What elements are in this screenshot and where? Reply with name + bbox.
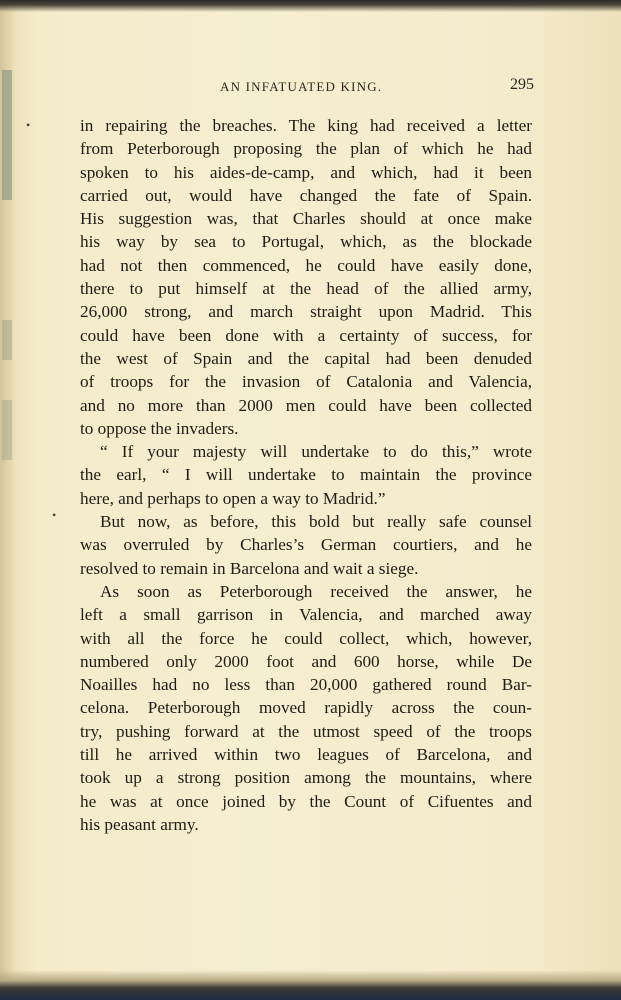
text-line: As soon as Peterborough received the answer, he: [100, 581, 532, 601]
text-line: His suggestion was, that Charles should at once make: [80, 209, 532, 229]
text-line: celona. Peterborough moved rapidly across the coun-: [80, 698, 532, 718]
text-line: to oppose the invaders.: [80, 418, 239, 438]
margin-scan-mark: [2, 320, 12, 360]
text-line: spoken to his aides-de-camp, and which, had it been: [80, 162, 532, 182]
text-line: his peasant army.: [80, 814, 199, 834]
text-line: from Peterborough proposing the plan of which he had: [80, 139, 532, 159]
bottom-page-edge: [0, 970, 621, 1000]
text-line: he was at once joined by the Count of Cifuentes and: [80, 791, 532, 811]
top-page-edge: [0, 0, 621, 12]
text-line: resolved to remain in Barcelona and wait a siege.: [80, 558, 419, 578]
margin-scan-mark: [2, 70, 12, 200]
text-line: left a small garrison in Valencia, and marched away: [80, 605, 532, 625]
margin-scan-mark: [2, 400, 12, 460]
text-line: could have been done with a certainty of success, for: [80, 325, 532, 345]
text-line: and no more than 2000 men could have been collected: [80, 395, 532, 415]
margin-speck: •: [52, 508, 57, 522]
text-line: 26,000 strong, and march straight upon Madrid. This: [80, 302, 532, 322]
text-line: Noailles had no less than 20,000 gathered round Bar-: [80, 675, 532, 695]
text-line: took up a strong position among the mountains, where: [80, 768, 532, 788]
text-line: his way by sea to Portugal, which, as the blockade: [80, 232, 532, 252]
text-line: was overruled by Charles’s German courtiers, and he: [80, 535, 532, 555]
text-line: the west of Spain and the capital had been denuded: [80, 348, 532, 368]
margin-speck: •: [26, 118, 31, 132]
text-line: numbered only 2000 foot and 600 horse, while De: [80, 651, 532, 671]
text-line: there to put himself at the head of the allied army,: [80, 279, 532, 299]
text-line: “ If your majesty will undertake to do this,” wrote: [100, 442, 532, 462]
page-number: 295: [510, 76, 534, 93]
text-line: carried out, would have changed the fate of Spain.: [80, 185, 532, 205]
text-line: of troops for the invasion of Catalonia and Valencia,: [80, 372, 532, 392]
running-head: AN INFATUATED KING.: [220, 79, 383, 94]
text-line: had not then commenced, he could have easily done,: [80, 255, 532, 275]
text-line: in repairing the breaches. The king had received a letter: [80, 116, 532, 135]
text-line: here, and perhaps to open a way to Madrid.”: [80, 488, 386, 508]
text-line: But now, as before, this bold but really safe counsel: [100, 512, 532, 532]
text-line: the earl, “ I will undertake to maintain the province: [80, 465, 532, 485]
body-text: [80, 114, 532, 836]
page-header: [80, 76, 536, 102]
text-line: with all the force he could collect, which, however,: [80, 628, 532, 648]
text-line: try, pushing forward at the utmost speed of the troops: [80, 721, 532, 741]
text-line: till he arrived within two leagues of Barcelona, and: [80, 745, 532, 765]
